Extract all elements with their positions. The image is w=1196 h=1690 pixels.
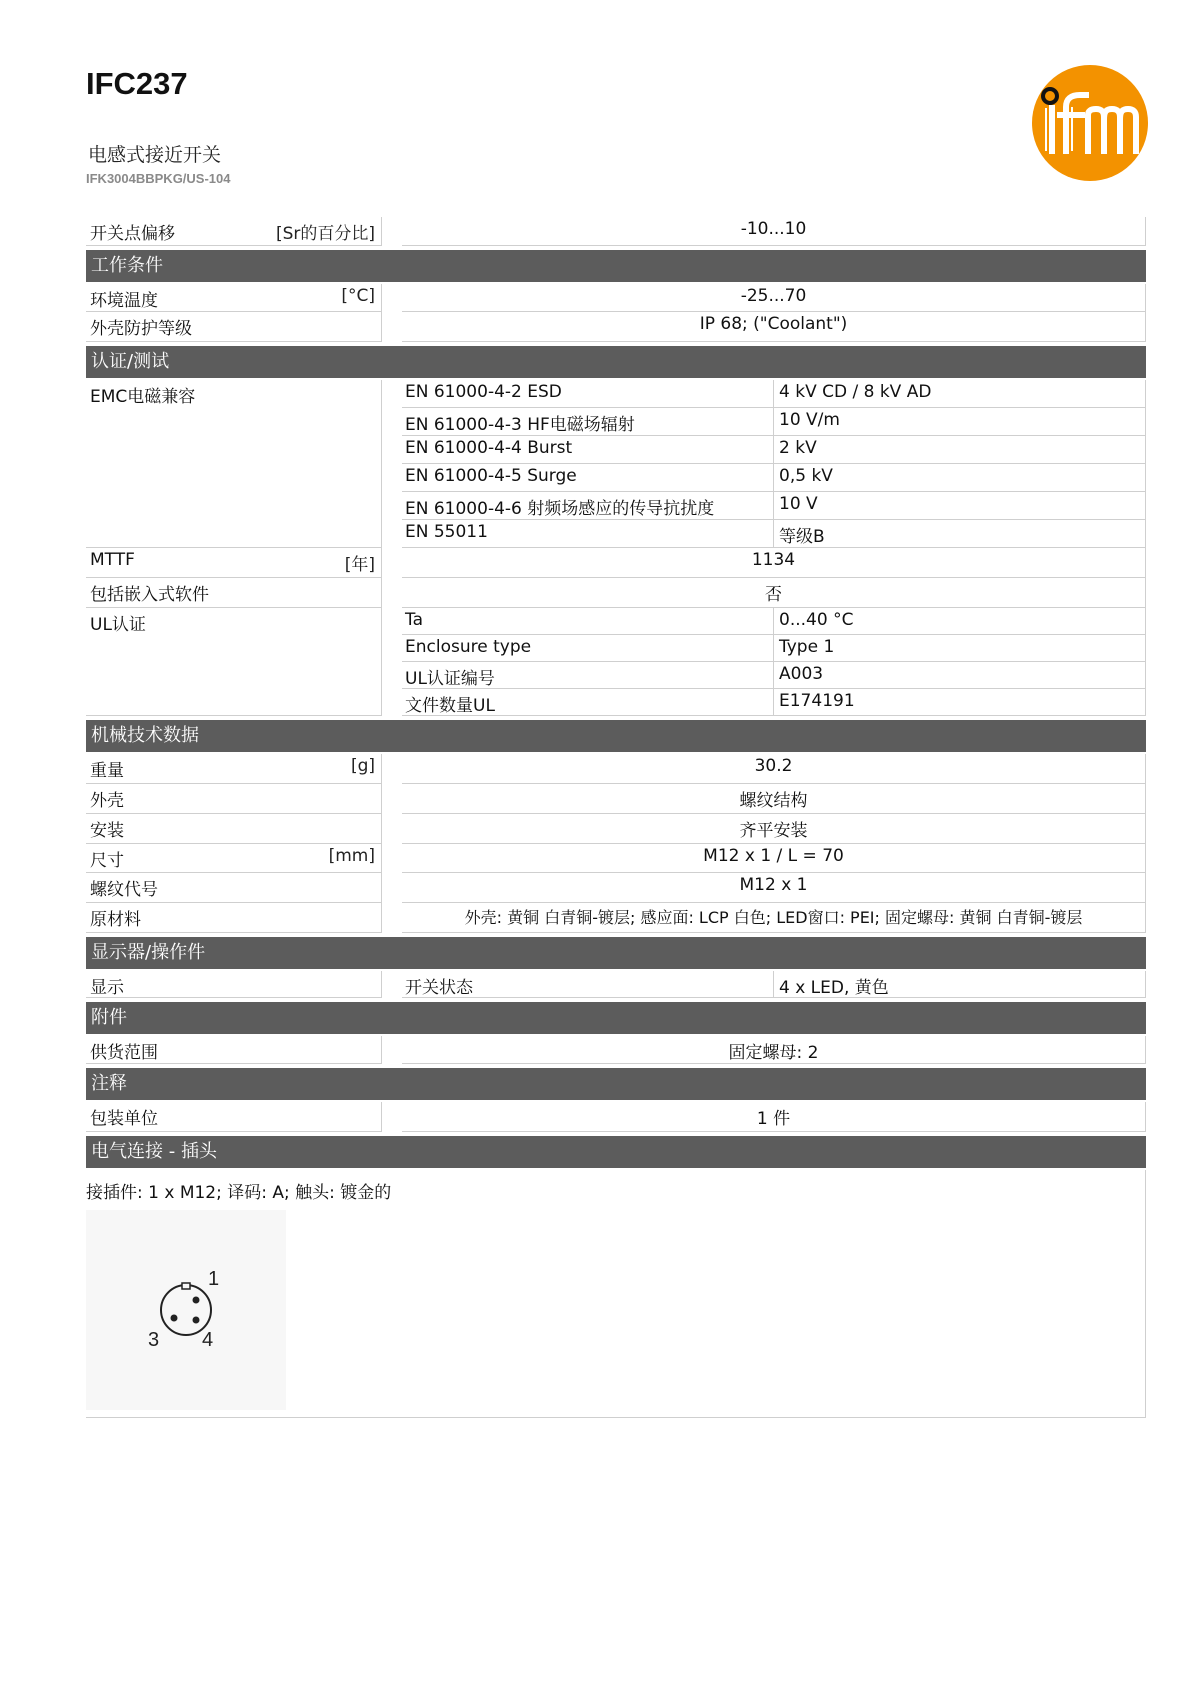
product-subtitle: 电感式接近开关 [88,144,222,166]
ul-list [402,608,1146,716]
row-value: 固定螺母: 2 [402,1036,1146,1064]
row-label [86,380,382,548]
section-header-accessories: 附件 [86,1002,1146,1034]
item-value: 等级B [774,520,1146,548]
row-dimensions [86,844,1146,873]
item-key: EN 55011 [402,520,774,548]
connector-diagram [86,1210,286,1410]
spec-table [86,217,1146,1418]
connection-block [86,1170,1146,1418]
list-item [402,971,1146,998]
row-housing [86,784,1146,814]
unit-text: [年] [344,555,375,575]
row-label [86,903,382,933]
item-value: 2 kV [774,436,1146,464]
label-text: 供货范围 [90,1043,158,1063]
row-value: 外壳: 黄铜 白青铜-镀层; 感应面: LCP 白色; LED窗口: PEI; 固定螺母: 黄铜 白青铜-镀层 [402,903,1146,933]
list-item [402,608,1146,635]
row-label [86,578,382,608]
row-value: 1 件 [402,1102,1146,1132]
row-label [86,1102,382,1132]
row-label [86,754,382,784]
label-text: 外壳 [90,791,124,811]
row-packaging-unit [86,1102,1146,1132]
connector-pinout-svg [86,1210,286,1410]
row-label [86,312,382,342]
label-text: 重量 [90,761,124,781]
list-item [402,436,1146,464]
row-switch-offset [86,217,1146,246]
item-value: 4 x LED, 黄色 [774,971,1146,998]
row-protection [86,312,1146,342]
item-key: EN 61000-4-2 ESD [402,380,774,408]
section-header-mech: 机械技术数据 [86,720,1146,752]
connector-outline [161,1285,211,1335]
ifm-logo [1030,63,1150,183]
row-thread [86,873,1146,903]
item-value: 10 V/m [774,408,1146,436]
label-text: 包装单位 [90,1109,158,1129]
item-value: 10 V [774,492,1146,520]
row-label [86,814,382,844]
row-weight [86,754,1146,784]
label-text: 外壳防护等级 [90,319,192,339]
row-material [86,903,1146,933]
pin-label-1: 1 [208,1268,220,1290]
item-key: Ta [402,608,774,635]
item-key: EN 61000-4-6 射频场感应的传导抗扰度 [402,492,774,520]
list-item [402,662,1146,689]
row-label [86,608,382,716]
item-key: UL认证编号 [402,662,774,689]
label-text: 螺纹代号 [90,880,158,900]
item-key: EN 61000-4-3 HF电磁场辐射 [402,408,774,436]
row-value: 螺纹结构 [402,784,1146,814]
section-header-notes: 注释 [86,1068,1146,1100]
item-key: EN 61000-4-5 Surge [402,464,774,492]
item-key: 文件数量UL [402,689,774,716]
product-title: IFC237 [86,66,188,101]
item-value: E174191 [774,689,1146,716]
item-value: 4 kV CD / 8 kV AD [774,380,1146,408]
pin-label-3: 3 [148,1329,160,1351]
label-text: 显示 [90,978,124,998]
row-value: 1134 [402,548,1146,578]
item-key: Enclosure type [402,635,774,662]
unit-text: [°C] [341,286,375,306]
label-text: EMC电磁兼容 [90,387,196,407]
label-text: MTTF [90,550,135,570]
row-label [86,217,382,246]
list-item [402,464,1146,492]
unit-text: [Sr的百分比] [275,224,375,244]
row-label [86,284,382,312]
label-text: 原材料 [90,910,141,930]
row-mttf [86,548,1146,578]
item-key: EN 61000-4-4 Burst [402,436,774,464]
row-ambient-temp [86,284,1146,312]
row-label [86,784,382,814]
list-item [402,520,1146,548]
row-value: M12 x 1 [402,873,1146,903]
row-value: M12 x 1 / L = 70 [402,844,1146,873]
display-list [402,971,1146,998]
section-header-cert: 认证/测试 [86,346,1146,378]
row-value: IP 68; ("Coolant") [402,312,1146,342]
list-item [402,380,1146,408]
section-header-electrical: 电气连接 - 插头 [86,1136,1146,1168]
item-value: 0...40 °C [774,608,1146,635]
item-value: Type 1 [774,635,1146,662]
list-item [402,689,1146,716]
pin-3 [171,1315,178,1322]
label-text: 环境温度 [90,291,158,311]
list-item [402,408,1146,436]
row-value: -25...70 [402,284,1146,312]
row-display [86,971,1146,998]
row-value: -10...10 [402,217,1146,246]
item-key: 开关状态 [402,971,774,998]
row-label [86,844,382,873]
list-item [402,492,1146,520]
label-text: 尺寸 [90,851,124,871]
list-item [402,635,1146,662]
unit-text: [g] [350,756,375,776]
row-label [86,873,382,903]
section-header-display: 显示器/操作件 [86,937,1146,969]
row-value: 否 [402,578,1146,608]
label-text: 包括嵌入式软件 [90,585,209,605]
emc-list [402,380,1146,548]
row-value: 齐平安装 [402,814,1146,844]
pin-label-4: 4 [202,1329,214,1351]
pin-1 [193,1297,200,1304]
label-text: 安装 [90,821,124,841]
group-ul [86,608,1146,716]
unit-text: [mm] [328,846,375,866]
row-scope-of-delivery [86,1036,1146,1064]
section-header-work: 工作条件 [86,250,1146,282]
label-text: 开关点偏移 [90,224,175,244]
row-label [86,548,382,578]
row-label [86,971,382,998]
item-value: A003 [774,662,1146,689]
row-label [86,1036,382,1064]
connector-key [182,1283,190,1289]
row-embedded-software [86,578,1146,608]
row-value: 30.2 [402,754,1146,784]
article-number: IFK3004BBPKG/US-104 [86,171,231,186]
pin-4 [193,1317,200,1324]
connection-text: 接插件: 1 x M12; 译码: A; 触头: 镀金的 [86,1183,392,1203]
row-mounting [86,814,1146,844]
group-emc [86,380,1146,548]
item-value: 0,5 kV [774,464,1146,492]
label-text: UL认证 [90,615,146,635]
